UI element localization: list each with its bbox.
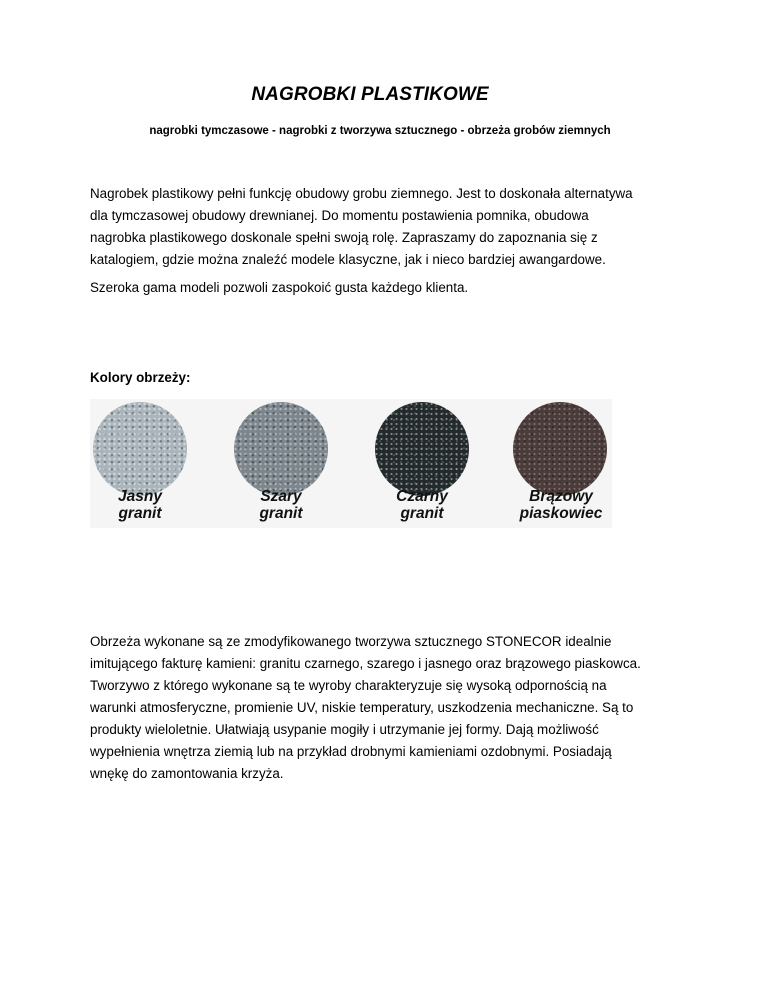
colors-heading: Kolory obrzeży:: [90, 370, 191, 385]
swatch-label: [90, 488, 190, 522]
material-paragraph-line: produkty wieloletnie. Ułatwiają usypanie mogiły i utrzymanie jej formy. Dają możliwość: [90, 722, 599, 737]
swatch-label-line: Brązowy: [529, 488, 593, 505]
swatch-label-line: Szary: [260, 488, 302, 505]
material-paragraph-line: Tworzywo z którego wykonane są te wyroby charakteryzuje się wysoką odpornością na: [90, 678, 607, 693]
material-paragraph-line: wnękę do zamontowania krzyża.: [90, 766, 284, 781]
material-paragraph-line: imitującego fakturę kamieni: granitu czarnego, szarego i jasnego oraz brązowego piaskowca.: [90, 656, 641, 671]
material-paragraph: [90, 631, 690, 785]
swatch-label-line: granit: [259, 505, 303, 522]
swatch-disc: [234, 402, 328, 496]
intro-paragraph-line: Nagrobek plastikowy pełni funkcję obudowy grobu ziemnego. Jest to doskonała alternatywa: [90, 186, 633, 201]
swatch-black-granite: [372, 399, 502, 528]
color-swatches-image: [90, 399, 612, 528]
swatch-label-line: Czarny: [396, 488, 448, 505]
swatch-disc: [513, 402, 607, 496]
swatch-brown-sandstone: [510, 399, 640, 528]
swatch-label: [372, 488, 472, 522]
swatch-disc: [375, 402, 469, 496]
material-paragraph-line: wypełnienia wnętrza ziemią lub na przykład drobnymi kamieniami ozdobnymi. Posiadają: [90, 744, 612, 759]
intro-paragraph-line: katalogiem, gdzie można znaleźć modele klasyczne, jak i nieco bardziej awangardowe.: [90, 252, 606, 267]
page-title: NAGROBKI PLASTIKOWE: [251, 84, 489, 105]
intro-paragraph-line: nagrobka plastikowego doskonale spełni swoją rolę. Zapraszamy do zapoznania się z: [90, 230, 598, 245]
page-subtitle: nagrobki tymczasowe - nagrobki z tworzywa sztucznego - obrzeża grobów ziemnych: [149, 125, 611, 137]
material-paragraph-line: warunki atmosferyczne, promienie UV, niskie temperatury, uszkodzenia mechaniczne. Są to: [90, 700, 634, 715]
swatch-label-line: granit: [118, 505, 162, 522]
swatch-label-line: Jasny: [118, 488, 162, 505]
swatch-label: [231, 488, 331, 522]
swatch-label-line: piaskowiec: [519, 505, 603, 522]
material-paragraph-line: Obrzeża wykonane są ze zmodyfikowanego tworzywa sztucznego STONECOR idealnie: [90, 634, 612, 649]
intro-paragraph-line: dla tymczasowej obudowy drewnianej. Do momentu postawienia pomnika, obudowa: [90, 208, 589, 223]
range-paragraph: Szeroka gama modeli pozwoli zaspokoić gusta każdego klienta.: [90, 280, 469, 295]
swatch-grey-granite: [231, 399, 361, 528]
swatch-label-line: granit: [400, 505, 444, 522]
swatch-label: [506, 488, 616, 522]
swatch-disc: [93, 402, 187, 496]
intro-paragraph: [90, 183, 690, 271]
swatch-light-granite: [90, 399, 220, 528]
